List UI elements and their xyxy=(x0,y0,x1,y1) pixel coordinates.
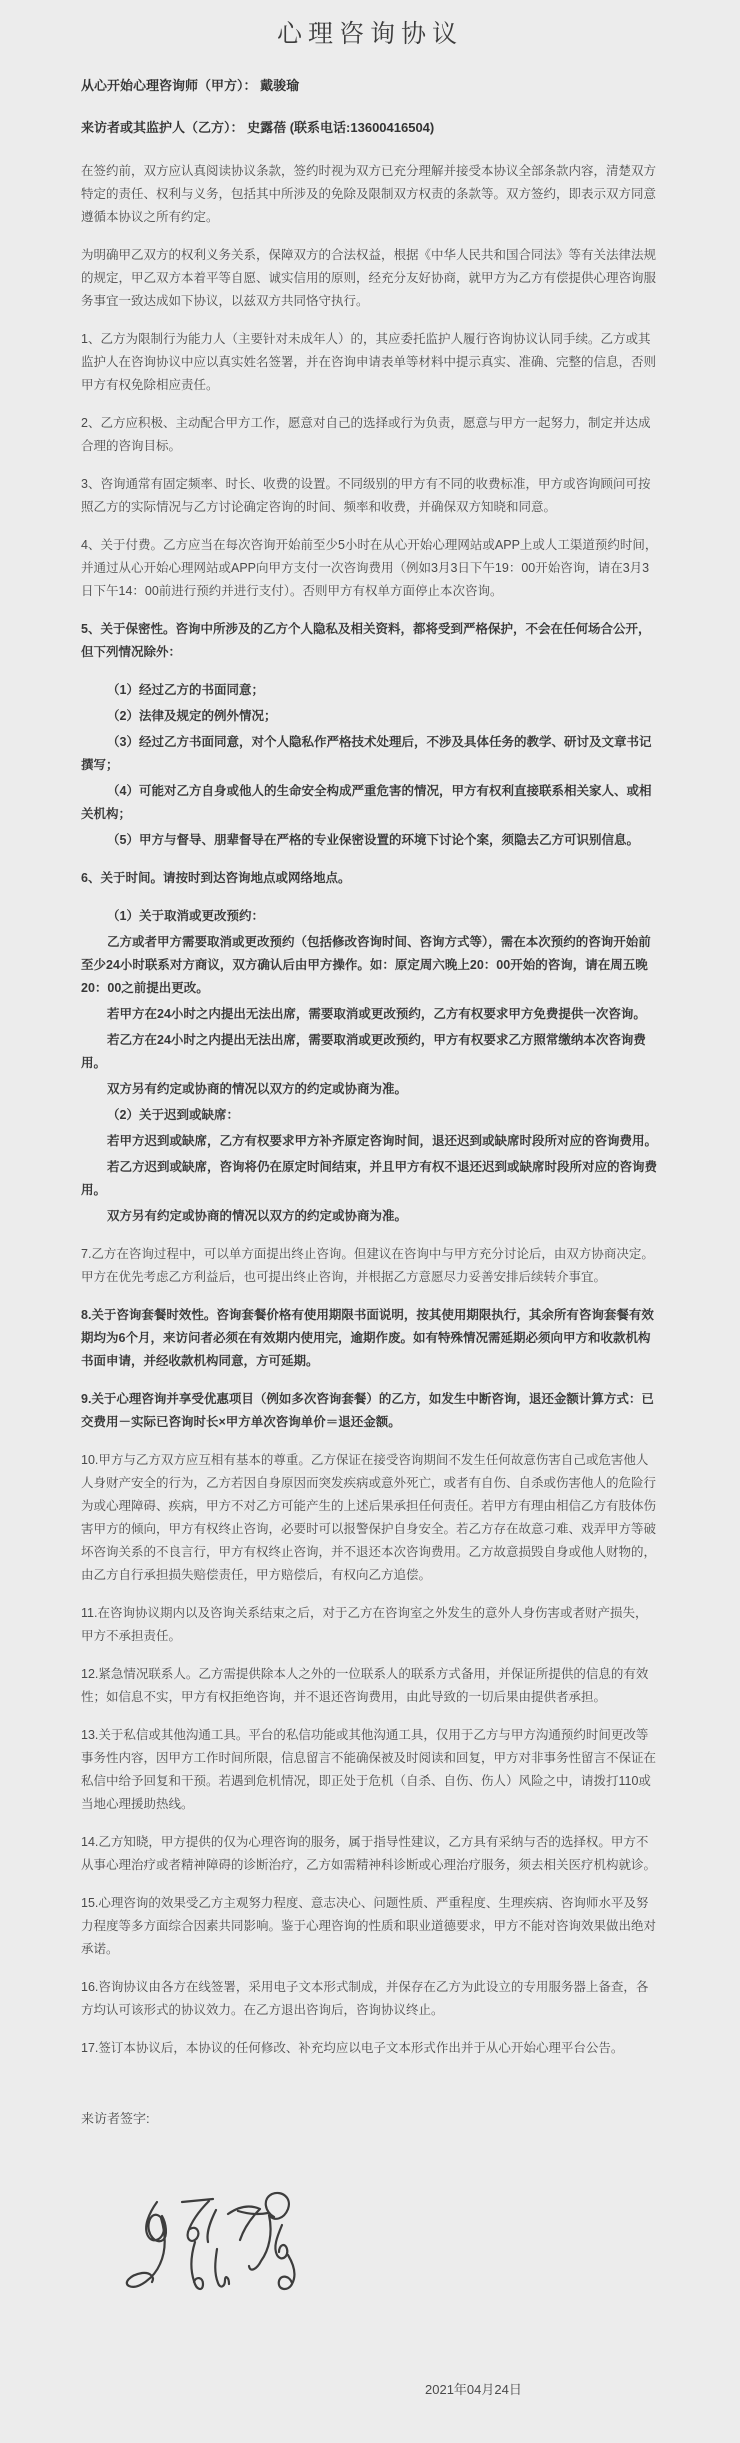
clause-paragraph: 在签约前，双方应认真阅读协议条款，签约时视为双方已充分理解并接受本协议全部条款内容，清楚双方特定的责任、权利与义务，包括其中所涉及的免除及限制双方权责的条款等。双方签约，即表示双方同意遵循本协议之所有约定。 xyxy=(81,164,657,224)
clause-paragraph: （5）甲方与督导、朋辈督导在严格的专业保密设置的环境下讨论个案，须隐去乙方可识别信息。 xyxy=(107,833,639,847)
party-a-line: 从心开始心理咨询师（甲方）： 戴骏瑜 xyxy=(81,78,300,93)
clause-paragraph: （1）关于取消或更改预约： xyxy=(107,909,264,923)
clause-paragraph: 若乙方在24小时之内提出无法出席，需要取消或更改预约，甲方有权要求乙方照常缴纳本次咨询费用。 xyxy=(81,1033,646,1070)
clause-paragraph: 3、咨询通常有固定频率、时长、收费的设置。不同级别的甲方有不同的收费标准，甲方或咨询顾问可按照乙方的实际情况与乙方讨论确定咨询的时间、频率和收费，并确保双方知晓和同意。 xyxy=(81,477,651,514)
clause-paragraph: 10.甲方与乙方双方应互相有基本的尊重。乙方保证在接受咨询期间不发生任何故意伤害自己或危害他人人身财产安全的行为，乙方若因自身原因而突发疾病或意外死亡，或者有自伤、自杀或伤害他人的危险行为或心理障碍、疾病，甲方不对乙方可能产生的上述后果承担任何责任。若甲方有理由相信乙方有肢体伤害甲方的倾向，甲方有权终止咨询，必要时可以报警保护自身安全。若乙方存在故意刁难、戏弄甲方等破坏咨询关系的不良言行，甲方有权终止咨询，并不退还本次咨询费用。乙方故意损毁自身或他人财物的，由乙方自行承担损失赔偿责任，甲方赔偿后，有权向乙方追偿。 xyxy=(81,1453,657,1582)
clause-paragraph: 15.心理咨询的效果受乙方主观努力程度、意志决心、问题性质、严重程度、生理疾病、咨询师水平及努力程度等多方面综合因素共同影响。鉴于心理咨询的性质和职业道德要求，甲方不能对咨询效果做出绝对承诺。 xyxy=(81,1896,657,1956)
clause-paragraph: 若甲方在24小时之内提出无法出席，需要取消或更改预约，乙方有权要求甲方免费提供一次咨询。 xyxy=(107,1007,646,1021)
clause-paragraph: 为明确甲乙双方的权利义务关系，保障双方的合法权益，根据《中华人民共和国合同法》等有关法律法规的规定，甲乙双方本着平等自愿、诚实信用的原则，经充分友好协商，就甲方为乙方有偿提供心理咨询服务事宜一致达成如下协议，以兹双方共同恪守执行。 xyxy=(81,248,657,308)
clause-paragraph: 双方另有约定或协商的情况以双方的约定或协商为准。 xyxy=(107,1082,408,1096)
page-title: 心理咨询协议 xyxy=(276,20,463,48)
clause-paragraph: 2、乙方应积极、主动配合甲方工作，愿意对自己的选择或行为负责，愿意与甲方一起努力，制定并达成合理的咨询目标。 xyxy=(81,416,651,453)
signature-block xyxy=(81,2108,659,2303)
party-b-line: 来访者或其监护人（乙方）： 史露蓓 (联系电话:13600416504) xyxy=(81,120,435,135)
clause-paragraph: 8.关于咨询套餐时效性。咨询套餐价格有使用期限书面说明，按其使用期限执行，其余所有咨询套餐有效期均为6个月，来访问者必须在有效期内使用完，逾期作废。如有特殊情况需延期必须向甲方和收款机构书面申请，并经收款机构同意，方可延期。 xyxy=(81,1308,654,1368)
clause-paragraph: （4）可能对乙方自身或他人的生命安全构成严重危害的情况，甲方有权利直接联系相关家人、或相关机构； xyxy=(81,784,652,821)
clause-paragraph: 7.乙方在咨询过程中，可以单方面提出终止咨询。但建议在咨询中与甲方充分讨论后，由双方协商决定。甲方在优先考虑乙方利益后，也可提出终止咨询，并根据乙方意愿尽力妥善安排后续转介事宜。 xyxy=(81,1247,654,1284)
clause-paragraph: 17.签订本协议后，本协议的任何修改、补充均应以电子文本形式作出并于从心开始心理平台公告。 xyxy=(81,2041,624,2055)
clause-paragraph: 4、关于付费。乙方应当在每次咨询开始前至少5小时在从心开始心理网站或APP上或人工渠道预约时间，并通过从心开始心理网站或APP向甲方支付一次咨询费用（例如3月3日下午19：00开始咨询，请在3月3日下午14：00前进行预约并进行支付）。否则甲方有权单方面停止本次咨询。 xyxy=(81,538,658,598)
clause-paragraph: 9.关于心理咨询并享受优惠项目（例如多次咨询套餐）的乙方，如发生中断咨询，退还金额计算方式：已交费用－实际已咨询时长×甲方单次咨询单价＝退还金额。 xyxy=(81,1392,654,1429)
clause-paragraph: 乙方或者甲方需要取消或更改预约（包括修改咨询时间、咨询方式等），需在本次预约的咨询开始前至少24小时联系对方商议，双方确认后由甲方操作。如：原定周六晚上20：00开始的咨询，请在周五晚20：00之前提出更改。 xyxy=(81,935,651,995)
clause-paragraph: 1、乙方为限制行为能力人（主要针对未成年人）的，其应委托监护人履行咨询协议认同手续。乙方或其监护人在咨询协议中应以真实姓名签署，并在咨询申请表单等材料中提示真实、准确、完整的信息，否则甲方有权免除相应责任。 xyxy=(81,332,657,392)
clause-paragraph: 若甲方迟到或缺席，乙方有权要求甲方补齐原定咨询时间，退还迟到或缺席时段所对应的咨询费用。 xyxy=(107,1134,658,1148)
clauses xyxy=(81,160,659,2060)
clause-paragraph: 若乙方迟到或缺席，咨询将仍在原定时间结束，并且甲方有权不退还迟到或缺席时段所对应的咨询费用。 xyxy=(81,1160,658,1197)
clause-paragraph: 6、关于时间。请按时到达咨询地点或网络地点。 xyxy=(81,871,351,885)
clause-paragraph: 11.在咨询协议期内以及咨询关系结束之后，对于乙方在咨询室之外发生的意外人身伤害或者财产损失，甲方不承担责任。 xyxy=(81,1606,648,1643)
clause-paragraph: 12.紧急情况联系人。乙方需提供除本人之外的一位联系人的联系方式备用，并保证所提供的信息的有效性；如信息不实，甲方有权拒绝咨询，并不退还咨询费用，由此导致的一切后果由提供者承担。 xyxy=(81,1667,649,1704)
clause-paragraph: 16.咨询协议由各方在线签署，采用电子文本形式制成，并保存在乙方为此设立的专用服务器上备查，各方均认可该形式的协议效力。在乙方退出咨询后，咨询协议终止。 xyxy=(81,1980,649,2017)
clause-paragraph: （2）关于迟到或缺席： xyxy=(107,1108,239,1122)
clause-paragraph: 13.关于私信或其他沟通工具。平台的私信功能或其他沟通工具，仅用于乙方与甲方沟通预约时间更改等事务性内容，因甲方工作时间所限，信息留言不能确保被及时阅读和回复，甲方对非事务性留言不保证在私信中给予回复和干预。若遇到危机情况，即正处于危机（自杀、自伤、伤人）风险之中，请拨打110或当地心理援助热线。 xyxy=(81,1728,657,1811)
clause-paragraph: （1）经过乙方的书面同意； xyxy=(107,683,264,697)
clause-paragraph: 14.乙方知晓，甲方提供的仅为心理咨询的服务，属于指导性建议，乙方具有采纳与否的选择权。甲方不从事心理治疗或者精神障碍的诊断治疗，乙方如需精神科诊断或心理治疗服务，须去相关医疗机构就诊。 xyxy=(81,1835,657,1872)
date-text: 2021年04月24日 xyxy=(425,2382,522,2397)
clause-paragraph: 双方另有约定或协商的情况以双方的约定或协商为准。 xyxy=(107,1209,408,1223)
clause-paragraph: 5、关于保密性。咨询中所涉及的乙方个人隐私及相关资料，都将受到严格保护，不会在任何场合公开，但下列情况除外： xyxy=(81,622,651,659)
clause-paragraph: （2）法律及规定的例外情况； xyxy=(107,709,277,723)
clause-paragraph: （3）经过乙方书面同意，对个人隐私作严格技术处理后，不涉及具体任务的教学、研讨及文章书记撰写； xyxy=(81,735,652,772)
signature-scribble xyxy=(121,2189,313,2303)
signature-label: 来访者签字: xyxy=(81,2111,150,2126)
